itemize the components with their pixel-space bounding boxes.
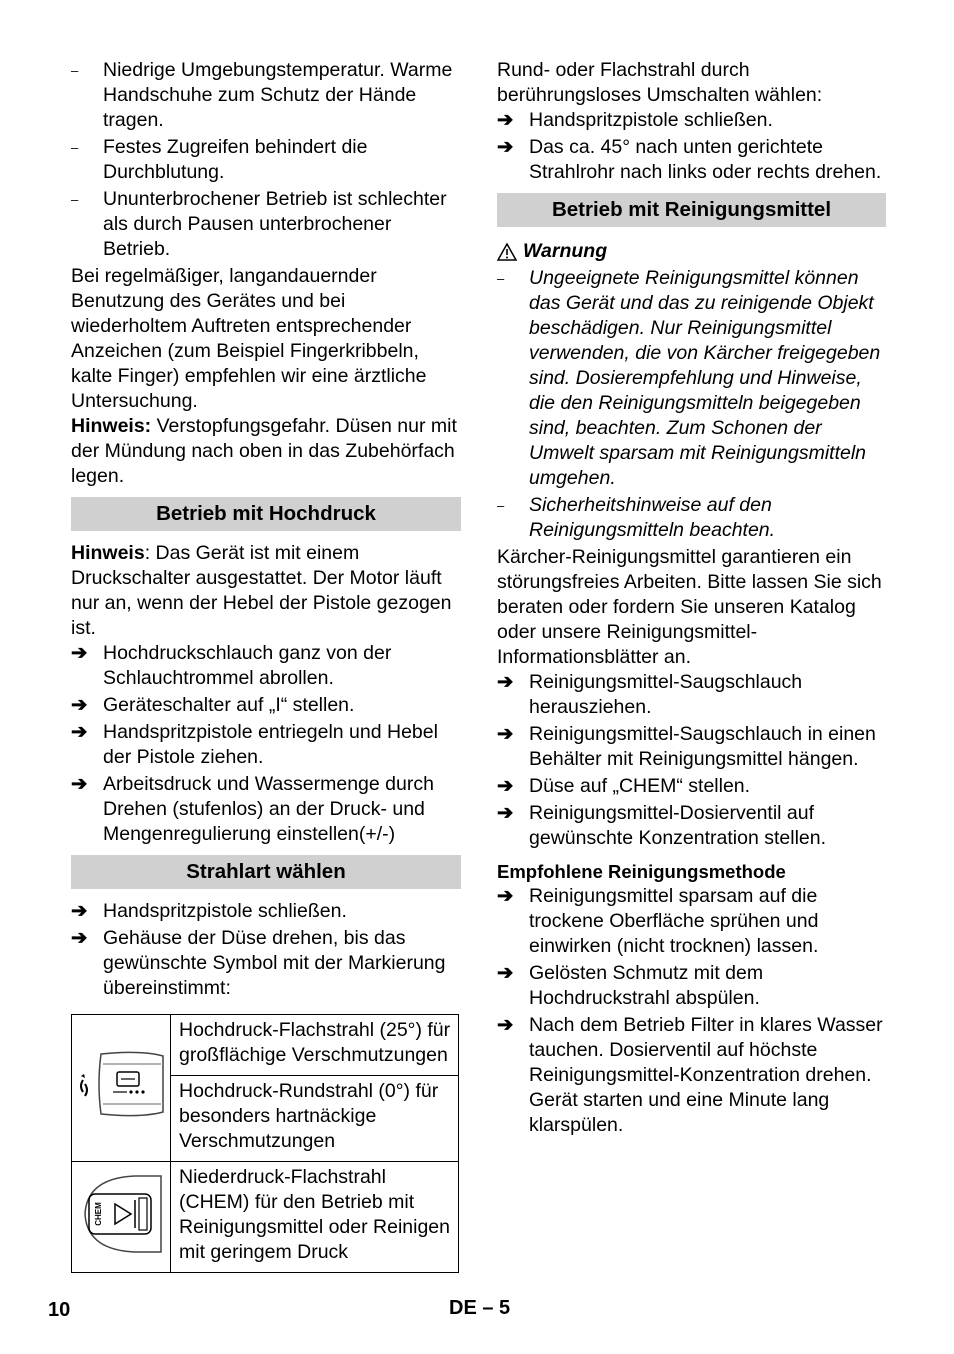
arrow-icon: ➔: [71, 927, 88, 949]
dash-bullet: –: [497, 498, 505, 513]
table-row: [72, 1162, 459, 1273]
arrow-icon: ➔: [497, 1014, 514, 1036]
left-column: [71, 58, 461, 1273]
step-item: ➔ Arbeitsdruck und Wassermenge durch Drehen (stufenlos) an der Druck- und Mengenregulierung einstellen(+/-): [71, 773, 434, 845]
step-item: ➔ Reinigungsmittel sparsam auf die trockene Oberfläche sprühen und einwirken (nicht trocknen) lassen.: [497, 885, 819, 957]
arrow-icon: ➔: [71, 773, 88, 795]
step-item: ➔ Nach dem Betrieb Filter in klares Wasser tauchen. Dosierventil auf höchste Reinigungsmittel-Konzentration drehen. Gerät starten und eine Minute lang klarspülen.: [497, 1014, 883, 1136]
arrow-icon: ➔: [497, 723, 514, 745]
paragraph: Kärcher-Reinigungsmittel garantieren ein störungsfreies Arbeiten. Bitte lassen Sie sich beraten oder fordern Sie unseren Katalog oder unsere Reinigungsmittel-Informationsblätter an.: [497, 546, 882, 668]
paragraph: Bei regelmäßiger, langandauernder Benutzung des Gerätes und bei wiederholtem Auftreten entsprechender Anzeichen (zum Beispiel Fingerkribbeln, kalte Finger) empfehlen wir eine ärztliche Untersuchung.: [71, 265, 427, 412]
warning-triangle-icon: [497, 243, 517, 261]
section-heading: Strahlart wählen: [71, 855, 461, 889]
list-item: – Festes Zugreifen behindert die Durchblutung.: [71, 136, 368, 183]
arrow-icon: ➔: [497, 802, 514, 824]
arrow-icon: ➔: [497, 136, 514, 158]
spray-type-table: [71, 1014, 459, 1273]
arrow-icon: ➔: [497, 885, 514, 907]
subheading: Empfohlene Reinigungsmethode: [497, 861, 786, 882]
chem-label: CHEM: [94, 1201, 103, 1226]
table-cell: Hochdruck-Flachstrahl (25°) für großflächige Verschmutzungen: [171, 1015, 459, 1076]
step-item: ➔ Geräteschalter auf „I“ stellen.: [71, 694, 355, 716]
arrow-icon: ➔: [497, 109, 514, 131]
step-item: ➔ Handspritzpistole schließen.: [497, 109, 773, 131]
dash-bullet: –: [497, 271, 505, 286]
arrow-icon: ➔: [71, 694, 88, 716]
arrow-icon: ➔: [497, 962, 514, 984]
step-item: ➔ Reinigungsmittel-Saugschlauch in einen Behälter mit Reinigungsmittel hängen.: [497, 723, 876, 770]
table-row: [72, 1015, 459, 1076]
step-item: ➔ Reinigungsmittel-Saugschlauch herausziehen.: [497, 671, 803, 718]
note-paragraph: Hinweis: Das Gerät ist mit einem Druckschalter ausgestattet. Der Motor läuft nur an, wenn der Hebel der Pistole gezogen ist.: [71, 542, 452, 639]
note-label: Hinweis:: [71, 415, 152, 437]
arrow-icon: ➔: [71, 642, 88, 664]
section-heading: Betrieb mit Hochdruck: [71, 497, 461, 531]
right-column: [497, 58, 886, 1138]
warning-item: – Ungeeignete Reinigungsmittel können das Gerät und das zu reinigende Objekt beschädigen. Nur Reinigungsmittel verwenden, die von Kärcher freigegeben sind. Dosierempfehlung und Hinweise, die den Reinigungsmitteln beigegeben sind, beachten. Zum Schonen der Umwelt sparsam mit Reinigungsmitteln umgehen.: [497, 267, 881, 489]
nozzle-high-pressure-image: [72, 1015, 171, 1162]
paragraph: Rund- oder Flachstrahl durch berührungsloses Umschalten wählen:: [497, 59, 823, 106]
page-reference: DE – 5: [449, 1297, 511, 1319]
step-item: ➔ Hochdruckschlauch ganz von der Schlauchtrommel abrollen.: [71, 642, 392, 689]
note-paragraph: Hinweis: Verstopfungsgefahr. Düsen nur mit der Mündung nach oben in das Zubehörfach legen.: [71, 415, 457, 487]
section-heading: Betrieb mit Reinigungsmittel: [497, 193, 886, 227]
step-item: ➔ Handspritzpistole entriegeln und Hebel der Pistole ziehen.: [71, 721, 438, 768]
step-item: ➔ Düse auf „CHEM“ stellen.: [497, 775, 751, 797]
dash-bullet: –: [71, 140, 79, 155]
warning-item: – Sicherheitshinweise auf den Reinigungsmitteln beachten.: [497, 494, 776, 541]
nozzle-chem-image: [72, 1162, 171, 1273]
table-cell: Hochdruck-Rundstrahl (0°) für besonders hartnäckige Verschmutzungen: [171, 1076, 459, 1162]
step-item: ➔ Gelösten Schmutz mit dem Hochdruckstrahl abspülen.: [497, 962, 764, 1009]
arrow-icon: ➔: [497, 671, 514, 693]
table-cell: Niederdruck-Flachstrahl (CHEM) für den Betrieb mit Reinigungsmittel oder Reinigen mit geringem Druck: [171, 1162, 459, 1273]
chem-nozzle-icon: [75, 1170, 167, 1258]
note-label: Hinweis: [71, 542, 145, 564]
arrow-icon: ➔: [71, 900, 88, 922]
dash-bullet: –: [71, 192, 79, 207]
step-item: ➔ Handspritzpistole schließen.: [71, 900, 347, 922]
arrow-icon: ➔: [497, 775, 514, 797]
arrow-icon: ➔: [71, 721, 88, 743]
page-number: 10: [48, 1299, 71, 1321]
step-item: ➔ Gehäuse der Düse drehen, bis das gewünschte Symbol mit der Markierung übereinstimmt:: [71, 927, 446, 999]
nozzle-rotate-icon: [75, 1046, 167, 1124]
warning-title: Warnung: [497, 239, 886, 264]
list-item: – Niedrige Umgebungstemperatur. Warme Handschuhe zum Schutz der Hände tragen.: [71, 59, 453, 131]
list-item: – Ununterbrochener Betrieb ist schlechter als durch Pausen unterbrochener Betrieb.: [71, 188, 447, 260]
step-item: ➔ Reinigungsmittel-Dosierventil auf gewünschte Konzentration stellen.: [497, 802, 827, 849]
dash-bullet: –: [71, 63, 79, 78]
step-item: ➔ Das ca. 45° nach unten gerichtete Strahlrohr nach links oder rechts drehen.: [497, 136, 882, 183]
